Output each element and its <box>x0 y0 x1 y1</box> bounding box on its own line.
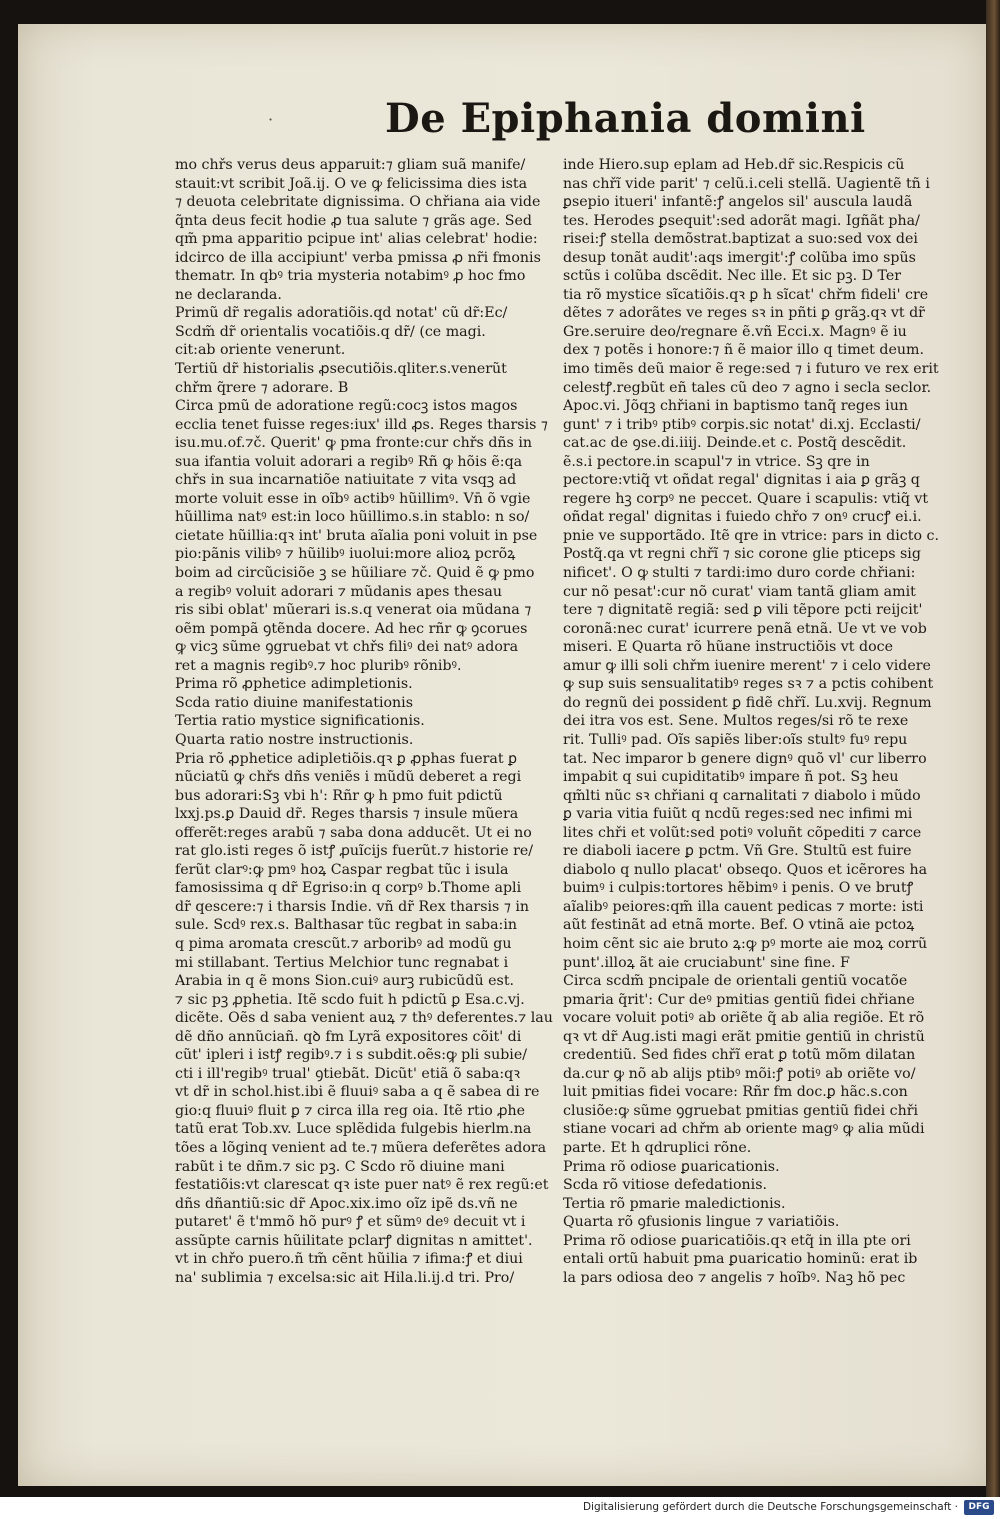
text-line: do regnũ dei possident ꝑ fidẽ chřĩ. Lu.xvij. Regnum <box>563 694 932 711</box>
footer-credit: Digitalisierung gefördert durch die Deutsche Forschungsgemeinschaft · <box>582 1501 958 1513</box>
text-line: q̃nta deus fecit hodie ꝓ tua salute ⁊ grãs age. Sed <box>175 212 532 229</box>
text-line: Quarta rõ ꝯfusionis lingue ⁊ variatiõis. <box>563 1214 840 1231</box>
text-line: re diaboli iacere ꝑ pctm. Vñ Gre. Stultũ est fuire <box>563 843 912 860</box>
text-line: pio:pãnis vilibꝰ ⁊ hũilibꝰ iuolui:more alioꝝ pcrõꝝ <box>175 546 516 563</box>
text-line: vt dr̃ in schol.hist.ibi ẽ fluuiꝰ saba a q ẽ sabea di re <box>175 1084 540 1101</box>
text-line: ꝙ vicꝫ sũme ꝯgruebat vt chřs filiꝰ dei natꝰ adora <box>175 639 519 656</box>
text-line: a regibꝰ voluit adorari ⁊ mũdanis apes thesau <box>175 583 502 600</box>
text-line: stauit:vt scribit Joã.ij. O ve ꝙ felicissima dies ista <box>175 175 528 192</box>
text-line: tes. Herodes ꝑsequit':sed adorãt magi. Igñãt pha/ <box>563 212 920 229</box>
text-line: da.cur ꝙ nõ ab alijs ptibꝰ mõi:ꝭ potiꝰ ab oriẽte vo/ <box>563 1065 916 1082</box>
text-line: oẽm pompã ꝯtẽnda docere. Ad hec rñr ꝙ ꝯcorues <box>175 620 528 637</box>
text-line: cur nõ pesat':cur nõ curat' viam tantã gliam amit <box>563 583 916 600</box>
text-line: diabolo q nullo placat' obseqo. Quos et icẽrores ha <box>563 861 928 878</box>
text-line: nũciatũ ꝙ chřs dñs veniẽs i mũdũ deberet a regi <box>175 769 522 786</box>
text-line: rat glo.isti reges õ istꝭ ꝓuĩcijs fuerũt.⁊ historie re/ <box>175 843 534 860</box>
text-line: entali ortũ habuit pma ꝑuaricatio hominũ: erat ib <box>563 1251 918 1268</box>
text-line: chřs in sua incarnatiõe natiuitate ⁊ vita vsqꝫ ad <box>175 472 517 489</box>
text-line: Primũ dr̃ regalis adoratiõis.qd notat' cũ dr̃:Ec/ <box>175 305 508 322</box>
text-line: Pria rõ ꝓphetice adipletiõis.qꝛ ꝑ ꝓphas fuerat ꝑ <box>175 750 518 767</box>
text-line: Postq̃.qa vt regni chřĩ ⁊ sic corone glie pticeps sig <box>563 546 921 563</box>
text-line: qꝛ vt dr̃ Aug.isti magi erãt pmitie gentiũ in christũ <box>563 1028 925 1045</box>
text-line: punt'.illoꝝ ãt aie cruciabunt' sine fine. F <box>563 954 850 971</box>
text-line: dicẽte. Oẽs d saba venient auꝝ ⁊ thꝰ deferentes.⁊ lau <box>175 1010 553 1027</box>
text-line: Scdm̃ dr̃ orientalis vocatiõis.q dr̃/ (ce magi. <box>175 323 486 340</box>
text-line: tat. Nec imparor b genere dignꝰ quõ vl' cur liberro <box>563 750 927 767</box>
text-line: q pima aromata crescũt.⁊ arboribꝰ ad modũ gu <box>175 935 512 952</box>
text-line: rit. Tulliꝰ pad. Oĩs sapiẽs liber:oĩs stultꝰ fuꝰ repu <box>563 731 908 748</box>
text-line: hũillima natꝰ est:in loco hũillimo.s.in stablo: n so/ <box>175 509 530 526</box>
text-line: vocare voluit potiꝰ ab oriẽte q̃ ab alia regiõe. Et rõ <box>563 1010 925 1027</box>
text-line: dẽtes ⁊ adorãtes ve reges sꝛ in pñti ꝑ grãꝫ.qꝛ vt dr̃ <box>563 305 925 322</box>
text-line: isu.mu.of.⁊č. Querit' ꝙ pma fronte:cur chřs dñs in <box>175 435 533 452</box>
text-line: lites chři et volũt:sed potiꝰ voluñt cõpediti ⁊ carce <box>563 824 922 841</box>
text-line: cũt' ipleri i istꝭ regibꝰ.⁊ i s subdit.oẽs:ꝙ pli subie/ <box>175 1047 528 1064</box>
text-line: lxxj.ps.ꝑ Dauid dr̃. Reges tharsis ⁊ insule mũera <box>175 806 519 823</box>
text-line: risei:ꝭ stella demõstrat.baptizat a suo:sed vox dei <box>563 231 918 248</box>
text-line: buimꝰ i culpis:tortores hẽbimꝰ i penis. O ve brutꝭ <box>563 880 914 897</box>
text-line: idcirco de illa accipiunt' verba pmissa ꝓ nr̃i fmonis <box>175 249 541 266</box>
footer-bar <box>0 1497 1000 1519</box>
text-line: rabũt i te dñm.⁊ sic pꝫ. C Scdo rõ diuine mani <box>175 1158 505 1175</box>
text-line: ret a magnis regibꝰ.⁊ hoc pluribꝰ rõnibꝰ. <box>175 657 462 674</box>
text-line: Scda ratio diuine manifestationis <box>175 694 413 711</box>
text-line: chřm q̃rere ⁊ adorare. B <box>175 379 349 396</box>
text-line: Quarta ratio nostre instructionis. <box>175 731 414 748</box>
text-line: ⁊ deuota celebritate dignissima. O chřiana aia vide <box>175 194 541 211</box>
text-line: vt in chřo puero.ñ tm̃ cẽnt hũilia ⁊ ifima:ꝭ et diui <box>175 1251 523 1268</box>
text-line: pnie ve supportãdo. Itẽ qre in vtrice: pars in dicto c. <box>563 527 939 544</box>
running-heading: De Epiphania domini <box>385 95 866 142</box>
text-line: cat.ac de ꝯse.di.iiij. Deinde.et c. Postq̃ descẽdit. <box>563 435 907 452</box>
text-line: luit pmitias fidei vocare: Rñr fm doc.ꝑ hãc.s.con <box>563 1084 908 1101</box>
text-line: coronã:nec curat' icurrere penã etnã. Ue vt ve vob <box>563 620 927 637</box>
text-line: bus adorari:Sꝫ vbi h': Rñr ꝙ h pmo fuit pdictũ <box>175 787 503 804</box>
text-line: stiane vocari ad chřm ab oriente magꝰ ꝙ alia mũdi <box>563 1121 925 1138</box>
text-line: oñdat regal' dignitas i fuiedo chřo ⁊ onꝰ crucꝭ ei.i. <box>563 509 922 526</box>
text-line: la pars odiosa deo ⁊ angelis ⁊ hoĩbꝰ. Naꝫ hõ pec <box>563 1269 906 1286</box>
text-line: regere hꝫ corpꝰ ne peccet. Quare i scapulis: vtiq̃ vt <box>563 490 929 507</box>
text-line: Scda rõ vitiose defedationis. <box>563 1177 767 1194</box>
text-line: cietate hũillia:qꝛ int' bruta aĩalia poni voluit in pse <box>175 527 538 544</box>
text-line: Tertia rõ pmarie maledictionis. <box>563 1195 786 1212</box>
text-line: aũt festinãt ad etnã morte. Bef. O vtinã aie pctoꝝ <box>563 917 915 934</box>
dfg-logo: DFG <box>964 1500 994 1515</box>
text-line: tia rõ mystice sĩcatiõis.qꝛ ꝑ h sĩcat' chřm fideli' cre <box>563 286 929 303</box>
text-line: Prima rõ odiose ꝑuaricatiõis.qꝛ etq̃ in illa pte ori <box>563 1232 911 1249</box>
text-line: festatiõis:vt clarescat qꝛ iste puer natꝰ ẽ rex regũ:et <box>175 1177 549 1194</box>
text-line: na' sublimia ⁊ excelsa:sic ait Hila.li.ij.d tri. Pro/ <box>175 1269 515 1286</box>
text-line: dei itra vos est. Sene. Multos reges/si rõ te rexe <box>563 713 909 730</box>
text-line: imo timẽs deũ maior ẽ rege:sed ⁊ i futuro ve rex erit <box>563 361 939 378</box>
text-line: ꝑ varia vitia fuiũt q ncdũ reges:sed nec infimi mi <box>563 806 913 823</box>
text-line: ꝑsepio itueri' infantẽ:ꝭ angelos sil' auscula laudã <box>563 194 913 211</box>
text-line: Prima rõ ꝓphetice adimpletionis. <box>175 676 413 693</box>
text-line: Arabia in q ẽ mons Sion.cuiꝰ aurꝫ rubicũdũ est. <box>175 973 515 990</box>
text-line: ecclia tenet fuisse reges:iux' illd ꝓs. Reges tharsis ⁊ <box>175 416 548 433</box>
text-line: gunt' ⁊ i tribꝰ ptibꝰ corpis.sic notat' di.xj. Ecclasti/ <box>563 416 921 433</box>
text-line: desup tonãt audit':aqs imergit':ꝭ colũba imo spũs <box>563 249 916 266</box>
text-line: ferũt clarꝰ:ꝙ pmꝰ hoꝝ Caspar regbat tũc i isula <box>175 861 509 878</box>
text-line: amur ꝙ illi soli chřm iuenire merent' ⁊ i celo videre <box>563 657 931 674</box>
text-line: Gre.seruire deo/regnare ẽ.vñ Ecci.x. Magnꝰ ẽ iu <box>563 323 907 340</box>
text-line: qm̃ pma apparitio pcipue int' alias celebrat' hodie: <box>175 231 538 248</box>
text-line: hoim cẽnt sic aie bruto ꝝ:ꝙ pꝰ morte aie moꝝ corrũ <box>563 935 928 952</box>
text-line: celestꝭ.regbũt eñ tales cũ deo ⁊ agno i secla seclor. <box>563 379 932 396</box>
text-line: Apoc.vi. Jõqꝫ chřiani in baptismo tanq̃ reges iun <box>563 398 908 415</box>
text-line: pectore:vtiq̃ vt oñdat regal' dignitas i aia ꝑ grãꝫ q <box>563 472 920 489</box>
text-line: dex ⁊ potẽs i honore:⁊ ñ ẽ maior illo q timet deum. <box>563 342 924 359</box>
text-line: Tertia ratio mystice significationis. <box>175 713 425 730</box>
text-line: mi stillabant. Tertius Melchior tunc regnabat i <box>175 954 509 971</box>
text-line: Circa scdm̃ pncipale de orientali gentiũ vocatõe <box>563 973 908 990</box>
book-spine <box>986 0 1000 1497</box>
text-line: ne declaranda. <box>175 286 282 303</box>
text-line: putaret' ẽ t'mmõ hõ purꝰ ꝭ et sũmꝰ deꝰ decuit vt i <box>175 1214 526 1231</box>
text-line: sctũs i colũba dscẽdit. Nec ille. Et sic pꝫ. D Ter <box>563 268 902 285</box>
text-line: nas chřĩ vide parit' ⁊ celũ.i.celi stellã. Uagientẽ tñ i <box>563 175 930 192</box>
text-line: impabit q sui cupiditatibꝰ impare ñ pot. Sꝫ heu <box>563 769 899 786</box>
text-line: pmaria q̃rit': Cur deꝰ pmitias gentiũ fidei chřiane <box>563 991 915 1008</box>
text-line: nificet'. O ꝙ stulti ⁊ tardi:imo duro corde chřiani: <box>563 565 916 582</box>
text-line: ꝙ sup suis sensualitatibꝰ reges sꝛ ⁊ a pctis cohibent <box>563 676 934 693</box>
text-line: offerẽt:reges arabũ ⁊ saba dona adducẽt. Ut ei no <box>175 824 532 841</box>
left-text-column <box>175 156 553 1287</box>
text-line: Tertiũ dr̃ historialis ꝓsecutiõis.qliter.s.venerũt <box>175 361 507 378</box>
text-line: assũpte carnis hũilitate pclarꝭ dignitas n amittet'. <box>175 1232 533 1249</box>
text-line: sua ifantia voluit adorari a regibꝰ Rñ ꝙ hõis ẽ:qa <box>175 453 523 470</box>
text-line: cti i ill'regibꝰ trual' ꝯtiebãt. Dicũt' etiã õ saba:qꝛ <box>175 1065 520 1082</box>
text-line: famosissima q dr̃ Egriso:in q corpꝰ b.Thome apli <box>175 880 522 897</box>
text-line: Prima rõ odiose ꝑuaricationis. <box>563 1158 780 1175</box>
text-line: aĩalibꝰ peiores:qm̃ illa cauent pedicas ⁊ morte: isti <box>563 898 924 915</box>
text-line: tere ⁊ dignitatẽ regiã: sed ꝑ vili tẽpore pcti reijcit' <box>563 602 923 619</box>
text-line: sule. Scdꝰ rex.s. Balthasar tũc regbat in saba:in <box>175 917 518 934</box>
margin-mark: · <box>268 110 274 129</box>
text-line: morte voluit esse in oĩbꝰ actibꝰ hũillimꝰ. Vn̄ õ vgie <box>175 490 531 507</box>
right-text-column <box>563 156 941 1287</box>
text-line: gio:q fluuiꝰ fluit ꝑ ⁊ circa illa reg oia. Itẽ rtio ꝓhe <box>175 1102 525 1119</box>
text-line: cit:ab oriente venerunt. <box>175 342 346 359</box>
text-line: thematr. In qbꝰ tria mysteria notabimꝰ ꝓ hoc fmo <box>175 268 526 285</box>
text-line: credentiũ. Sed fides chřĩ erat ꝑ totũ mõm dilatan <box>563 1047 916 1064</box>
text-line: boim ad circũcisiõe ꝫ se hũiliare ⁊č. Quid ẽ ꝙ pmo <box>175 565 535 582</box>
text-line: ris sibi oblat' mũerari is.s.q venerat oia mũdana ⁊ <box>175 602 532 619</box>
text-line: inde Hiero.sup eplam ad Heb.dr̃ sic.Respicis cũ <box>563 157 905 173</box>
text-line: ẽ.s.i pectore.in scapul'⁊ in vtrice. Sꝫ qre in <box>563 453 870 470</box>
text-line: tões a lõginq venient ad te.⁊ mũera deferẽtes adora <box>175 1139 547 1156</box>
text-line: qm̃lti nũc sꝛ chřiani q carnalitati ⁊ diabolo i mũdo <box>563 787 921 804</box>
text-line: clusiõe:ꝙ sũme ꝯgruebat pmitias gentiũ fidei chři <box>563 1102 919 1119</box>
text-line: parte. Et h qdruplici rõne. <box>563 1139 752 1156</box>
text-line: dñs dñantiũ:sic dr̃ Apoc.xix.imo oĩz ipẽ ds.vñ ne <box>175 1195 518 1212</box>
text-line: miseri. E Quarta rõ hũane instructiõis vt doce <box>563 639 893 656</box>
text-line: Circa pmũ de adoratione regũ:cocꝫ istos magos <box>175 398 518 415</box>
text-line: dẽ dño annũciañ. qꝺ fm Lyrã expositores cõit' di <box>175 1028 522 1045</box>
text-line: tatũ erat Tob.xv. Luce splẽdida fulgebis hierlm.na <box>175 1121 532 1138</box>
text-line: ⁊ sic pꝫ ꝓphetia. Itẽ scdo fuit h pdictũ ꝑ Esa.c.vj. <box>175 991 525 1008</box>
text-line: dr̃ qescere:⁊ i tharsis Indie. vñ dr̃ Rex tharsis ⁊ in <box>175 898 530 915</box>
text-line: mo chřs verus deus apparuit:⁊ gliam suã manife/ <box>175 157 526 173</box>
